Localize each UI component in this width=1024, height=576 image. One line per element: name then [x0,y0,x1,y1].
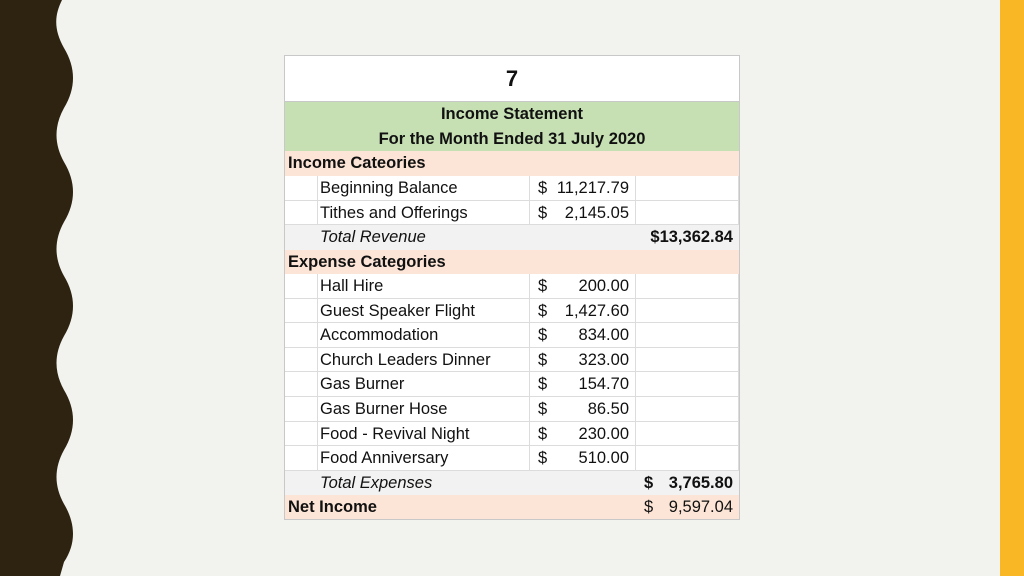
expense-row [285,274,739,299]
net-income-label: Net Income [288,498,377,516]
empty-total-cell [636,323,739,348]
net-income-row [285,495,739,519]
total-revenue-value: $13,362.84 [650,228,733,246]
expense-header-label: Expense Categories [288,253,446,271]
income-label: Beginning Balance [318,176,530,201]
row-indent [285,323,318,348]
expense-amount: 200.00 [578,277,629,295]
empty-total-cell [636,446,739,471]
expense-row [285,422,739,447]
empty-total-cell [636,299,739,324]
expense-section-header [285,250,739,274]
expense-amount-cell [530,397,636,422]
currency-symbol: $ [538,424,548,443]
expense-amount: 510.00 [578,449,629,468]
expense-row [285,299,739,324]
row-indent [285,176,318,201]
net-income-currency: $ [644,498,654,516]
expense-row [285,397,739,422]
income-row [285,201,739,226]
currency-symbol: $ [538,449,548,468]
expense-amount: 154.70 [578,375,629,394]
income-amount: 2,145.05 [564,203,629,222]
expense-amount-cell [530,422,636,447]
empty-total-cell [636,201,739,226]
empty-total-cell [636,176,739,201]
income-amount-cell [530,176,636,201]
currency-symbol: $ [538,277,548,295]
title-band [285,102,739,151]
expense-row [285,348,739,373]
expense-amount-cell [530,446,636,471]
row-indent [285,446,318,471]
income-header-label: Income Cateories [288,154,426,172]
expense-amount-cell [530,274,636,299]
currency-symbol: $ [538,179,548,197]
expense-amount-cell [530,323,636,348]
currency-symbol: $ [538,203,548,222]
expense-label: Gas Burner [318,372,530,397]
row-indent [285,372,318,397]
expense-amount: 86.50 [587,400,629,418]
income-amount-cell [530,201,636,226]
expense-amount-cell [530,372,636,397]
expense-amount: 323.00 [578,350,629,369]
empty-total-cell [636,422,739,447]
row-indent [285,422,318,447]
statement-title: Income Statement [440,105,584,123]
currency-symbol: $ [538,400,548,418]
row-indent [285,348,318,373]
expense-label: Hall Hire [318,274,530,299]
expense-amount-cell [530,299,636,324]
empty-total-cell [636,274,739,299]
net-income-value [636,495,739,519]
total-expenses-currency: $ [644,474,654,492]
slide-number-row [285,56,739,102]
total-revenue-label: Total Revenue [320,228,426,246]
currency-symbol: $ [538,350,548,369]
income-statement-sheet [284,55,740,520]
row-indent [285,274,318,299]
expense-row [285,446,739,471]
empty-total-cell [636,397,739,422]
currency-symbol: $ [538,375,548,394]
expense-label: Gas Burner Hose [318,397,530,422]
currency-symbol: $ [538,326,548,345]
expense-amount: 230.00 [578,424,629,443]
row-indent [285,299,318,324]
expense-label: Church Leaders Dinner [318,348,530,373]
income-amount: 11,217.79 [556,179,629,197]
statement-subtitle: For the Month Ended 31 July 2020 [378,130,646,148]
expense-label: Guest Speaker Flight [318,299,530,324]
expense-label: Food - Revival Night [318,422,530,447]
expense-row [285,372,739,397]
empty-total-cell [636,348,739,373]
expense-row [285,323,739,348]
income-label: Tithes and Offerings [318,201,530,226]
row-indent [285,201,318,226]
currency-symbol: $ [538,301,548,320]
expense-amount: 1,427.60 [564,301,629,320]
total-expenses-label: Total Expenses [320,474,433,492]
net-income-amount: 9,597.04 [668,498,733,516]
accent-bar [1000,0,1024,576]
decorative-wave-border [0,0,80,576]
row-indent [285,397,318,422]
total-revenue-row [285,225,739,250]
total-expenses-row [285,471,739,495]
empty-total-cell [636,372,739,397]
expense-label: Food Anniversary [318,446,530,471]
income-section-header [285,151,739,176]
total-expenses-value [636,471,739,495]
income-row [285,176,739,201]
expense-amount-cell [530,348,636,373]
total-expenses-amount: 3,765.80 [668,474,733,492]
expense-label: Accommodation [318,323,530,348]
expense-amount: 834.00 [578,326,629,345]
slide-number: 7 [505,66,519,91]
